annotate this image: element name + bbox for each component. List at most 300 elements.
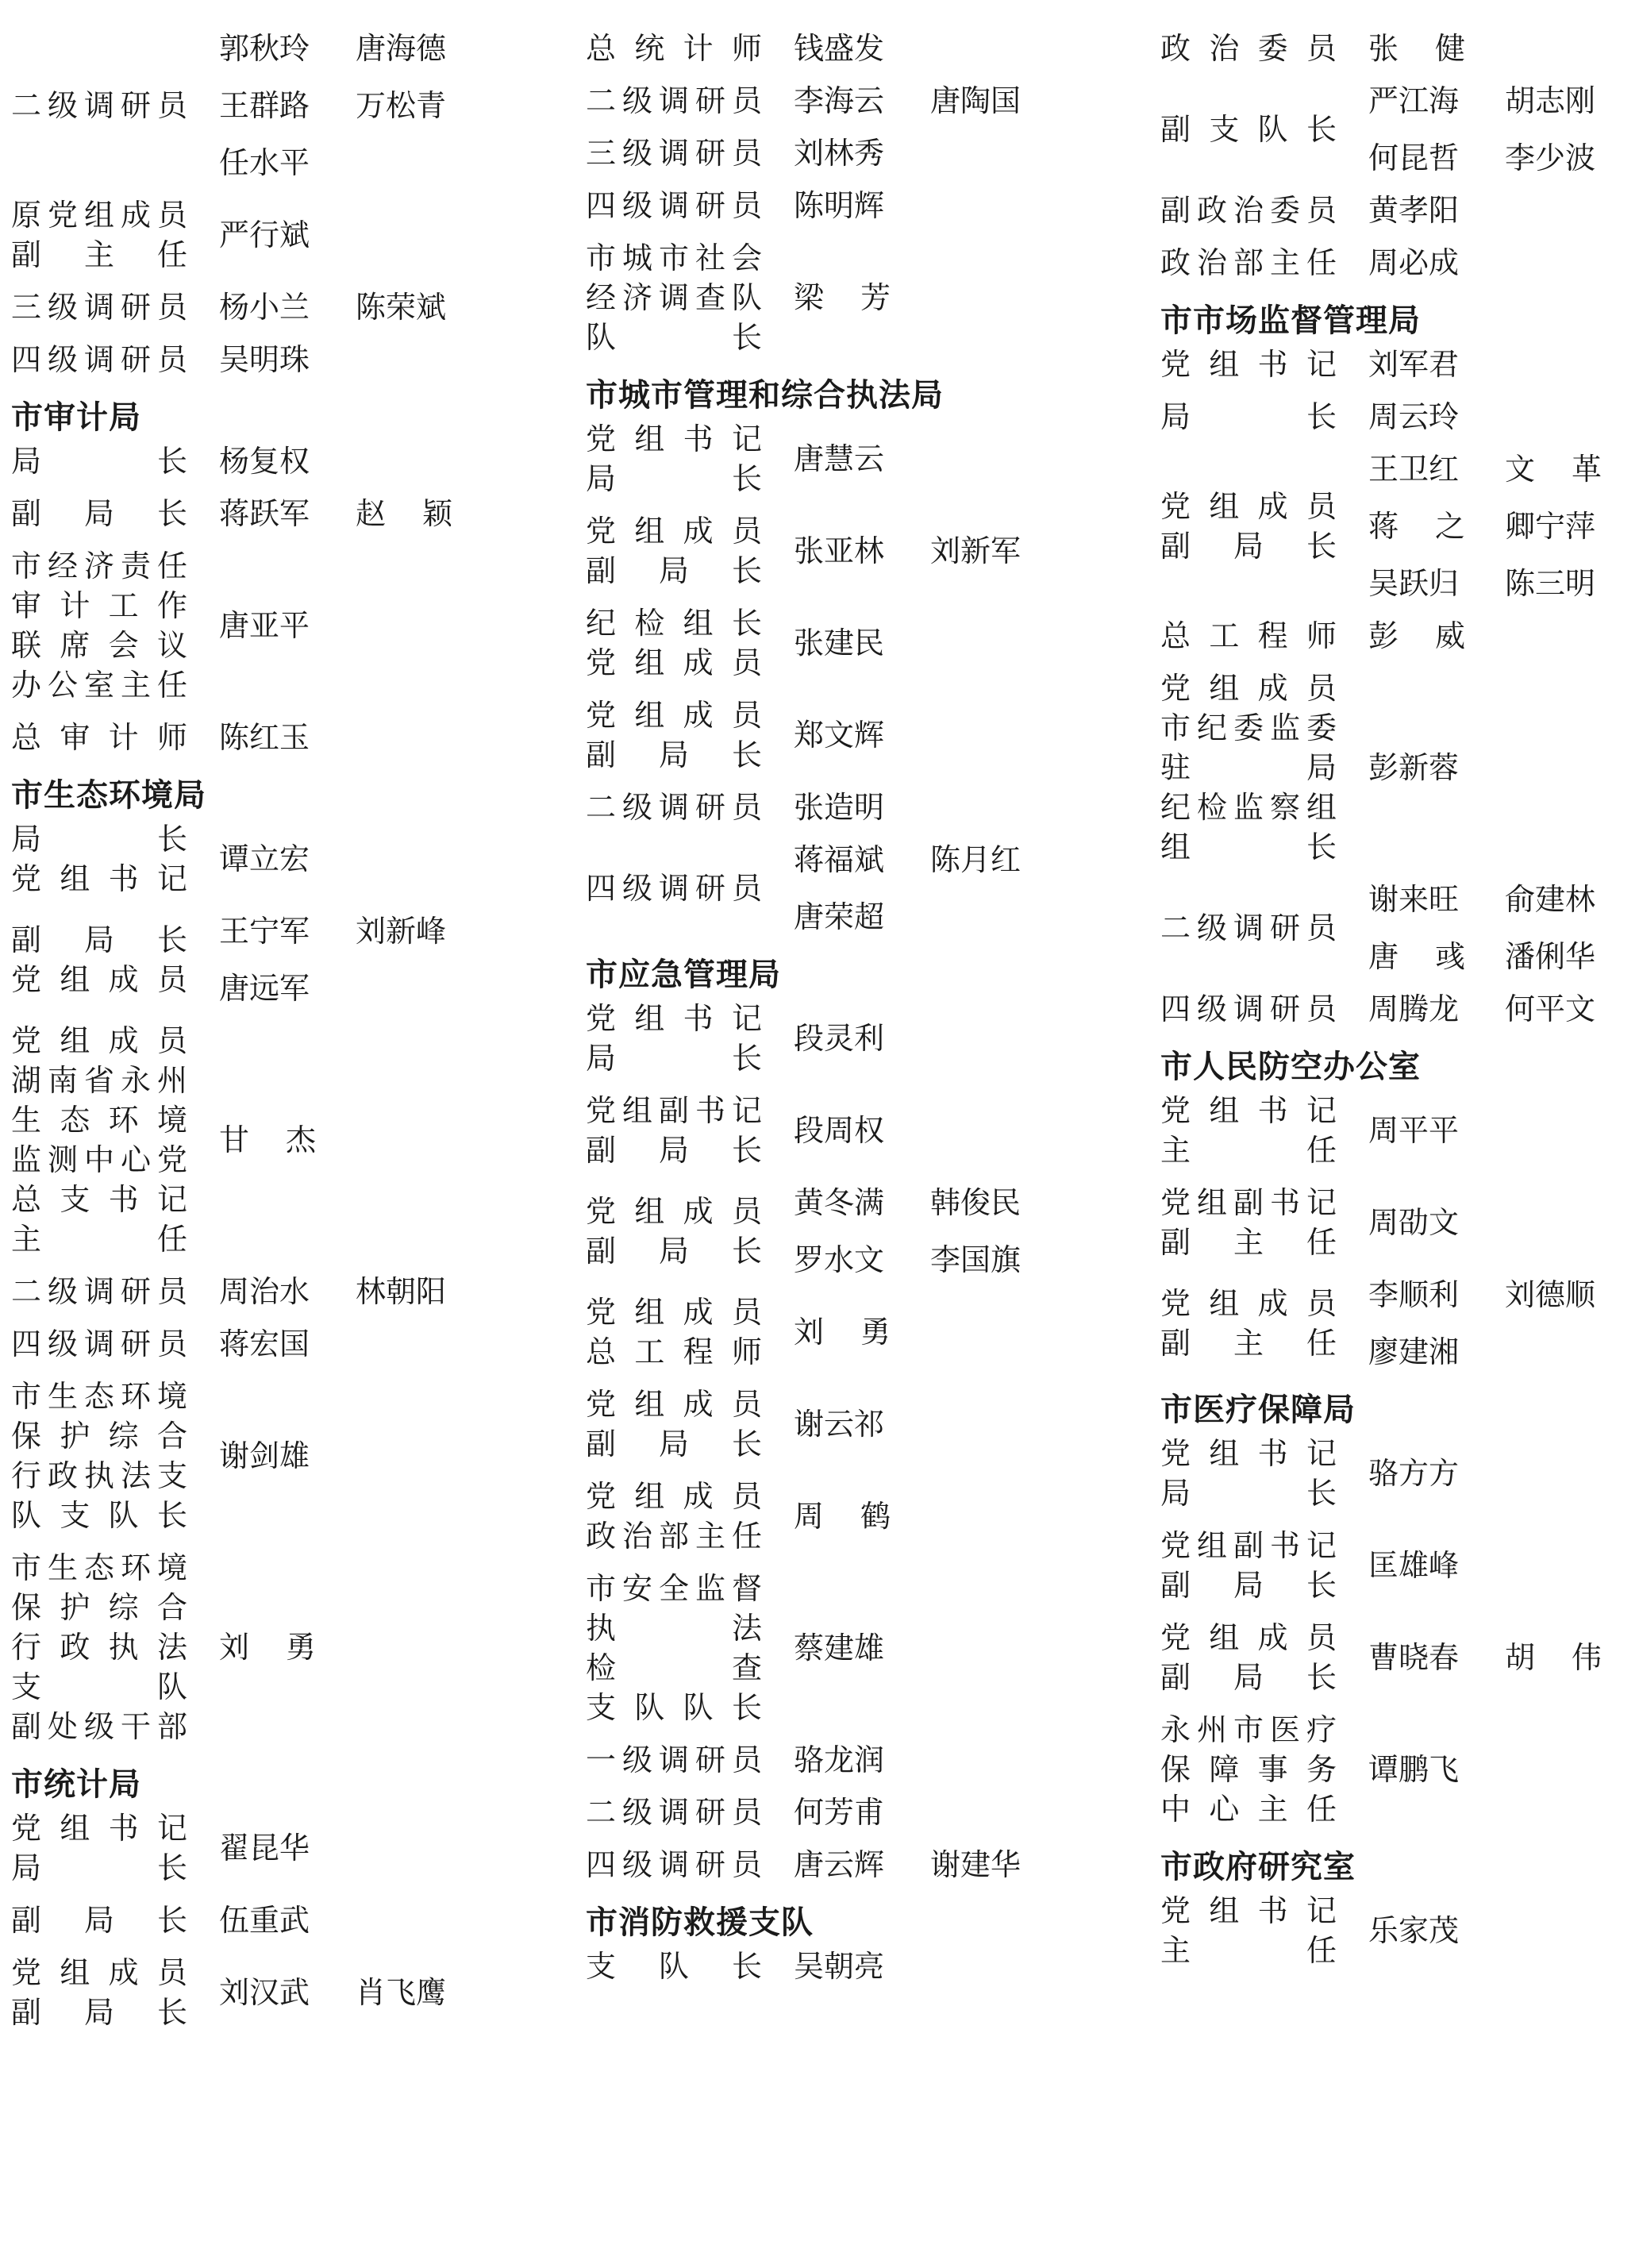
title-line: 纪 检 组 长: [586, 606, 762, 641]
title-line: 总 支 书 记: [11, 1182, 187, 1217]
person-name: 赵 颖: [356, 496, 452, 531]
person-name: 刘新军: [930, 533, 1021, 568]
name-list: [1368, 345, 1639, 384]
person-name: 唐 彧: [1368, 939, 1465, 974]
title-line: 市 经 济 责 任: [11, 549, 187, 583]
title-line: 局 长: [1160, 399, 1337, 434]
position-entry: [1160, 397, 1637, 437]
person-name: 何昆哲: [1368, 141, 1460, 175]
person-name: 胡志刚: [1505, 83, 1596, 118]
title-line: 党 组 成 员: [1160, 1620, 1337, 1655]
position-entry: [586, 1845, 1141, 1885]
title-line: 局 长: [586, 461, 762, 496]
person-name: 黄冬满: [794, 1185, 885, 1220]
person-name: 任水平: [219, 145, 310, 180]
position-entry: [11, 1377, 567, 1535]
department-heading: 市城市管理和综合执法局: [586, 377, 944, 414]
position-title: [586, 999, 762, 1078]
person-name: 潘俐华: [1505, 939, 1596, 974]
position-entry: [586, 81, 1141, 121]
department-heading: 市生态环境局: [11, 777, 206, 814]
title-line: 副 局 长: [11, 1995, 187, 2030]
position-title: [11, 1900, 187, 1940]
title-line: 保 护 综 合: [11, 1590, 187, 1625]
title-line: 党 组 书 记: [1160, 347, 1337, 382]
position-entry: [1160, 668, 1637, 867]
person-name: 骆龙润: [794, 1742, 885, 1777]
title-line: 党 组 成 员: [586, 1387, 762, 1422]
title-line: 党 组 成 员: [586, 698, 762, 733]
position-title: [11, 1324, 187, 1364]
person-name: 梁 芳: [794, 280, 891, 315]
position-title: [586, 1569, 762, 1727]
name-list: [794, 623, 1067, 663]
person-name: 唐亚平: [219, 608, 310, 643]
name-list: [794, 1404, 1067, 1444]
name-list: [794, 133, 1067, 173]
name-list: [1368, 1111, 1639, 1150]
position-entry: [1160, 345, 1637, 384]
title-line: 支 队 长: [586, 1949, 762, 1984]
name-list: [794, 439, 1067, 479]
person-name: 吴明珠: [219, 342, 310, 377]
position-entry: [1160, 1434, 1637, 1513]
title-line: 执 法: [586, 1611, 762, 1646]
position-entry: [11, 546, 567, 705]
title-line: 市 城 市 社 会: [586, 241, 762, 275]
department-heading: 市政府研究室: [1160, 1849, 1356, 1885]
person-name: 周治水: [219, 1274, 310, 1309]
person-name: 肖飞鹰: [356, 1975, 447, 2010]
position-title: [11, 920, 187, 999]
person-name: 卿宁萍: [1505, 509, 1596, 544]
position-title: [11, 1377, 187, 1535]
title-line: 四 级 调 研 员: [586, 871, 762, 906]
title-line: 永 州 市 医 疗: [1160, 1712, 1337, 1747]
person-name: 李顺利: [1368, 1277, 1460, 1312]
name-list: [794, 715, 1067, 755]
title-line: 局 长: [11, 444, 187, 479]
title-line: 党 组 书 记: [586, 422, 762, 456]
person-name: 周必成: [1368, 245, 1460, 280]
name-list: [1368, 880, 1639, 976]
position-entry: [586, 29, 1141, 68]
person-name: 吴朝亮: [794, 1949, 885, 1984]
position-title: [11, 819, 187, 899]
department-heading: 市消防救援支队: [586, 1904, 814, 1941]
title-line: 党 组 成 员: [11, 1955, 187, 1990]
person-name: 刘军君: [1368, 347, 1460, 382]
title-line: 副 局 长: [11, 922, 187, 957]
title-line: 副 局 长: [1160, 1660, 1337, 1695]
person-name: 蒋福斌: [794, 842, 885, 877]
position-entry: [1160, 29, 1637, 68]
title-line: 四 级 调 研 员: [11, 1327, 187, 1361]
name-list: [219, 1627, 492, 1667]
name-list: [219, 441, 492, 481]
person-name: 谢云祁: [794, 1407, 885, 1442]
title-line: 副 局 长: [586, 1427, 762, 1461]
person-name: 刘新峰: [356, 914, 447, 949]
title-line: 二 级 调 研 员: [586, 1795, 762, 1830]
position-title: [586, 1192, 762, 1271]
title-line: 队 长: [586, 320, 762, 355]
position-entry: [11, 195, 567, 275]
person-name: 周劭文: [1368, 1205, 1460, 1240]
name-list: [219, 1436, 492, 1476]
person-name: 段灵利: [794, 1021, 885, 1056]
name-list: [1368, 1638, 1639, 1677]
title-line: 组 长: [1160, 830, 1337, 864]
title-line: 局 长: [586, 1041, 762, 1076]
person-name: 唐慧云: [794, 441, 885, 476]
name-list: [1368, 748, 1639, 787]
person-name: 陈三明: [1505, 566, 1596, 601]
person-name: 蒋宏国: [219, 1327, 310, 1361]
person-name: 谭立宏: [219, 841, 310, 876]
position-entry: [1160, 616, 1637, 656]
position-entry: [11, 911, 567, 1008]
person-name: 周平平: [1368, 1113, 1460, 1148]
title-line: 副 主 任: [1160, 1225, 1337, 1260]
position-title: [11, 340, 187, 379]
position-entry: [1160, 1091, 1637, 1170]
title-line: 政 治 部 主 任: [586, 1519, 762, 1554]
title-line: 副 主 任: [1160, 1326, 1337, 1361]
position-title: [586, 29, 762, 68]
position-entry: [586, 186, 1141, 225]
position-title: [586, 1792, 762, 1832]
title-line: 主 任: [1160, 1933, 1337, 1968]
person-name: 李少波: [1505, 141, 1596, 175]
person-name: 王群路: [219, 88, 310, 123]
department-heading: 市统计局: [11, 1766, 141, 1803]
name-list: [1368, 397, 1639, 437]
position-entry: [586, 603, 1141, 683]
name-list: [794, 787, 1067, 827]
title-line: 副 主 任: [11, 237, 187, 272]
title-line: 党 组 副 书 记: [1160, 1528, 1337, 1563]
position-title: [11, 287, 187, 327]
person-name: 黄孝阳: [1368, 193, 1460, 228]
person-name: 陈月红: [930, 842, 1021, 877]
person-name: 曹晓春: [1368, 1640, 1460, 1675]
name-list: [219, 1120, 492, 1160]
position-entry: [586, 1091, 1141, 1170]
person-name: 陈明辉: [794, 188, 885, 223]
person-name: 林朝阳: [356, 1274, 447, 1309]
position-entry: [586, 238, 1141, 357]
name-list: [794, 1628, 1067, 1668]
name-list: [219, 494, 492, 533]
title-line: 政 治 部 主 任: [1160, 245, 1337, 280]
position-entry: [11, 287, 567, 327]
title-line: 党 组 副 书 记: [1160, 1185, 1337, 1220]
title-line: 党 组 成 员: [1160, 671, 1337, 706]
title-line: 行 政 执 法 支: [11, 1458, 187, 1493]
person-name: 张亚林: [794, 533, 885, 568]
person-name: 周 鹤: [794, 1499, 891, 1534]
position-title: [586, 603, 762, 683]
person-name: 廖建湘: [1368, 1334, 1460, 1369]
person-name: 王卫红: [1368, 452, 1460, 487]
title-line: 二 级 调 研 员: [586, 790, 762, 825]
person-name: 周腾龙: [1368, 992, 1460, 1026]
position-entry: [1160, 1891, 1637, 1970]
department-heading: 市应急管理局: [586, 957, 781, 993]
title-line: 二 级 调 研 员: [586, 83, 762, 118]
column-2: [586, 29, 1141, 1999]
position-title: [586, 238, 762, 357]
name-list: [1368, 1911, 1639, 1950]
position-entry: [1160, 449, 1637, 603]
title-line: 党 组 成 员: [586, 1479, 762, 1514]
position-entry: [11, 718, 567, 757]
name-list: [794, 278, 1067, 318]
name-list: [794, 1312, 1067, 1352]
title-line: 驻 局: [1160, 750, 1337, 785]
name-list: [794, 81, 1067, 121]
person-name: 万松青: [356, 88, 447, 123]
person-name: 蔡建雄: [794, 1631, 885, 1665]
person-name: 杨复权: [219, 444, 310, 479]
person-name: 翟昆华: [219, 1831, 310, 1866]
title-line: 副 局 长: [586, 1234, 762, 1269]
title-line: 副 政 治 委 员: [1160, 193, 1337, 228]
title-line: 党 组 书 记: [586, 1001, 762, 1036]
position-title: [586, 868, 762, 908]
person-name: 甘 杰: [219, 1122, 316, 1157]
title-line: 副 局 长: [11, 1903, 187, 1938]
name-list: [219, 718, 492, 757]
name-list: [1368, 1454, 1639, 1493]
name-list: [1368, 1203, 1639, 1242]
title-line: 党 组 书 记: [11, 861, 187, 896]
name-list: [794, 1496, 1067, 1536]
title-line: 行 政 执 法: [11, 1630, 187, 1665]
title-line: 党 组 成 员: [1160, 1286, 1337, 1321]
title-line: 党 组 书 记: [1160, 1093, 1337, 1128]
position-title: [11, 546, 187, 705]
position-entry: [1160, 191, 1637, 230]
name-list: [219, 1828, 492, 1868]
title-line: 市 生 态 环 境: [11, 1550, 187, 1585]
position-title: [11, 494, 187, 533]
position-title: [11, 1953, 187, 2032]
title-line: 支 队: [11, 1669, 187, 1704]
title-line: 主 任: [1160, 1133, 1337, 1168]
title-line: 政 治 委 员: [1160, 31, 1337, 66]
position-title: [1160, 110, 1337, 149]
position-entry: [586, 1792, 1141, 1832]
position-entry: [11, 494, 567, 533]
position-title: [1160, 908, 1337, 948]
person-name: 李国旗: [930, 1242, 1021, 1277]
title-line: 生 态 环 境: [11, 1103, 187, 1138]
person-name: 刘 勇: [794, 1315, 891, 1350]
person-name: 陈红玉: [219, 720, 310, 755]
position-entry: [11, 1548, 567, 1746]
person-name: 唐远军: [219, 971, 310, 1006]
title-line: 原 党 组 成 员: [11, 198, 187, 233]
title-line: 市 安 全 监 督: [586, 1571, 762, 1606]
position-title: [11, 441, 187, 481]
name-list: [219, 29, 492, 183]
position-entry: [11, 441, 567, 481]
name-list: [219, 1272, 492, 1311]
title-line: 副 局 长: [1160, 1568, 1337, 1603]
name-list: [794, 1018, 1067, 1058]
person-name: 彭新蓉: [1368, 750, 1460, 785]
position-entry: [1160, 81, 1637, 178]
title-line: 经 济 调 查 队: [586, 280, 762, 315]
title-line: 三 级 调 研 员: [11, 290, 187, 325]
position-entry: [586, 1740, 1141, 1780]
name-list: [219, 911, 492, 1008]
title-line: 党 组 成 员: [586, 645, 762, 680]
title-line: 副 局 长: [1160, 529, 1337, 564]
position-title: [586, 511, 762, 591]
position-title: [586, 133, 762, 173]
person-name: 唐荣超: [794, 899, 885, 934]
title-line: 纪 检 监 察 组: [1160, 790, 1337, 825]
title-line: 副 局 长: [586, 1133, 762, 1168]
title-line: 总 统 计 师: [586, 31, 762, 66]
position-title: [1160, 1891, 1337, 1970]
position-entry: [586, 1569, 1141, 1727]
title-line: 党 组 书 记: [11, 1811, 187, 1846]
position-entry: [1160, 1275, 1637, 1372]
position-title: [11, 1548, 187, 1746]
position-title: [586, 186, 762, 225]
position-entry: [11, 1324, 567, 1364]
position-title: [1160, 487, 1337, 566]
name-list: [1368, 81, 1639, 178]
department-heading: 市医疗保障局: [1160, 1392, 1356, 1428]
position-title: [1160, 616, 1337, 656]
name-list: [1368, 29, 1639, 68]
title-line: 副 处 级 干 部: [11, 1709, 187, 1744]
department-heading: 市审计局: [11, 399, 141, 436]
position-entry: [11, 1021, 567, 1259]
position-title: [1160, 1183, 1337, 1262]
column-1: [11, 29, 567, 2045]
person-name: 郭秋玲: [219, 31, 310, 66]
position-entry: [11, 1272, 567, 1311]
name-list: [219, 1900, 492, 1940]
position-entry: [11, 1808, 567, 1888]
person-name: 蒋跃军: [219, 496, 310, 531]
person-name: 刘汉武: [219, 1975, 310, 2010]
position-title: [1160, 191, 1337, 230]
position-entry: [586, 695, 1141, 775]
department-heading: 市人民防空办公室: [1160, 1049, 1421, 1085]
title-line: 副 支 队 长: [1160, 112, 1337, 147]
position-title: [11, 1808, 187, 1888]
position-title: [586, 1740, 762, 1780]
title-line: 办 公 室 主 任: [11, 668, 187, 703]
name-list: [1368, 1546, 1639, 1585]
title-line: 党 组 成 员: [11, 1023, 187, 1058]
position-entry: [586, 840, 1141, 937]
position-title: [586, 81, 762, 121]
name-list: [794, 1111, 1067, 1150]
position-title: [11, 718, 187, 757]
position-entry: [1160, 989, 1637, 1029]
position-title: [11, 195, 187, 275]
position-entry: [586, 1183, 1141, 1280]
person-name: 陈荣斌: [356, 290, 447, 325]
position-title: [1160, 243, 1337, 283]
title-line: 市 纪 委 监 委: [1160, 710, 1337, 745]
name-list: [794, 186, 1067, 225]
title-line: 保 护 综 合: [11, 1419, 187, 1454]
person-name: 谢来旺: [1368, 882, 1460, 917]
position-entry: [1160, 1618, 1637, 1697]
title-line: 四 级 调 研 员: [586, 188, 762, 223]
title-line: 市 生 态 环 境: [11, 1379, 187, 1414]
position-entry: [1160, 1710, 1637, 1829]
position-entry: [586, 999, 1141, 1078]
name-list: [794, 29, 1067, 68]
title-line: 党 组 成 员: [586, 514, 762, 549]
person-name: 张建民: [794, 626, 885, 660]
title-line: 总 工 程 师: [1160, 618, 1337, 653]
position-title: [11, 1021, 187, 1259]
person-name: 蒋 之: [1368, 509, 1465, 544]
person-name: 张造明: [794, 790, 885, 825]
name-list: [219, 1973, 492, 2012]
person-name: 钱盛发: [794, 31, 885, 66]
title-line: 中 心 主 任: [1160, 1792, 1337, 1827]
position-title: [1160, 1526, 1337, 1605]
position-entry: [586, 787, 1141, 827]
name-list: [219, 215, 492, 255]
person-name: 谢建华: [930, 1847, 1021, 1882]
title-line: 一 级 调 研 员: [586, 1742, 762, 1777]
title-line: 党 组 书 记: [1160, 1436, 1337, 1471]
title-line: 湖 南 省 永 州: [11, 1063, 187, 1098]
position-title: [586, 695, 762, 775]
position-title: [1160, 345, 1337, 384]
name-list: [219, 606, 492, 645]
position-title: [586, 1384, 762, 1464]
title-line: 四 级 调 研 员: [1160, 992, 1337, 1026]
name-list: [1368, 449, 1639, 603]
title-line: 副 局 长: [586, 737, 762, 772]
name-list: [794, 1792, 1067, 1832]
position-entry: [586, 419, 1141, 499]
title-line: 二 级 调 研 员: [11, 88, 187, 123]
person-name: 刘 勇: [219, 1630, 316, 1665]
name-list: [794, 1946, 1067, 1986]
name-list: [1368, 1750, 1639, 1789]
title-line: 总 工 程 师: [586, 1334, 762, 1369]
name-list: [219, 340, 492, 379]
position-title: [586, 1091, 762, 1170]
position-title: [1160, 1434, 1337, 1513]
person-name: 胡 伟: [1505, 1640, 1602, 1675]
title-line: 党 组 成 员: [586, 1295, 762, 1330]
position-entry: [586, 1292, 1141, 1372]
title-line: 党 组 书 记: [1160, 1893, 1337, 1928]
name-list: [1368, 616, 1639, 656]
title-line: 党 组 副 书 记: [586, 1093, 762, 1128]
title-line: 党 组 成 员: [586, 1194, 762, 1229]
name-list: [1368, 243, 1639, 283]
name-list: [794, 531, 1067, 571]
title-line: 副 局 长: [11, 496, 187, 531]
